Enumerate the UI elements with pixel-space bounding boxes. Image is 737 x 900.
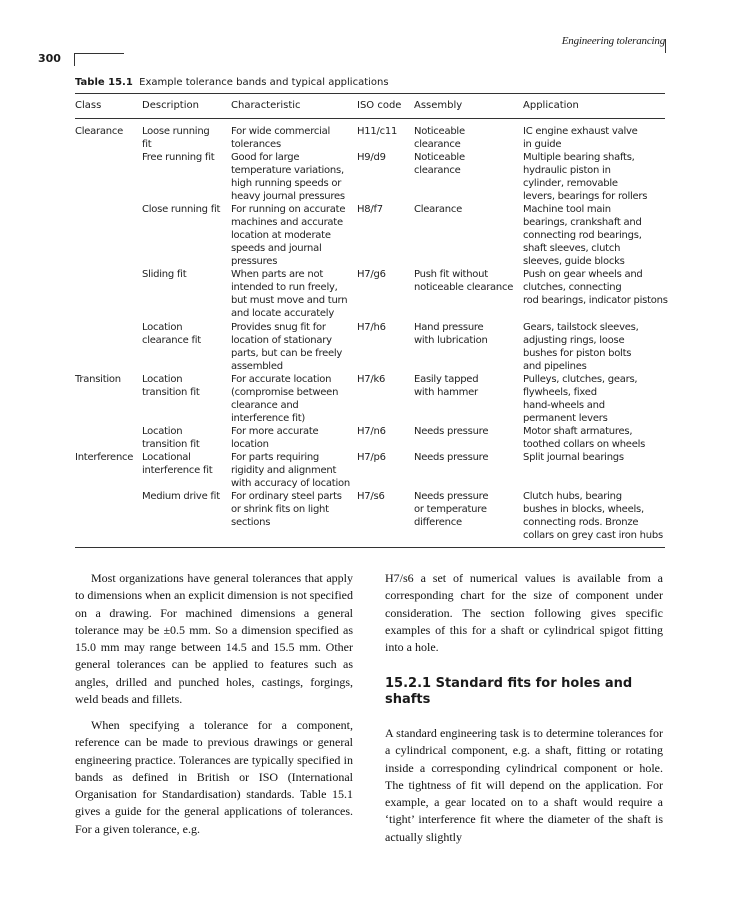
cell-description: Location transition fit: [142, 426, 200, 450]
cell-characteristic: For running on accurate machines and accurate location at moderate speeds and journal pressures: [231, 204, 346, 267]
cell-application: Multiple bearing shafts, hydraulic piston in cylinder, removable levers, bearings for rollers: [523, 152, 648, 202]
cell-description: Close running fit: [142, 204, 221, 215]
header-rule-left-horizontal: [74, 53, 124, 54]
table-caption: [75, 77, 389, 88]
table-bottom-rule: [75, 547, 665, 548]
cell-assembly: Noticeable clearance: [414, 152, 465, 176]
cell-assembly: Noticeable clearance: [414, 126, 465, 150]
column-header-iso-code: ISO code: [357, 100, 402, 111]
cell-description: Locational interference fit: [142, 452, 213, 476]
column-header-assembly: Assembly: [414, 100, 463, 111]
cell-assembly: Push fit without noticeable clearance: [414, 269, 514, 293]
body-paragraph: A standard engineering task is to determine tolerances for a cylindrical component, e.g. a shaft, fitting or rotating inside a corresponding cylindrical component or hole. The tightness of fit will depend on the application. For example, a gear located on to a shaft would require a ‘tight’ interference fit where the diameter of the shaft is actually slightly: [385, 726, 663, 844]
body-paragraph: Most organizations have general tolerances that apply to dimensions when an explicit dimension is not specified on a drawing. For machined dimensions a general tolerance may be ±0.5 mm. So a dimension specified as 15.0 mm may range between 14.5 and 15.5 mm. Other general tolerances can be applied to features such as angles, drilled and punched holes, castings, forgings, weld beads and fillets.: [75, 571, 353, 707]
cell-iso-code: H7/s6: [357, 491, 385, 502]
cell-iso-code: H7/k6: [357, 374, 386, 385]
cell-description: Location clearance fit: [142, 322, 201, 346]
table-caption-number: Table 15.1: [75, 77, 133, 88]
cell-characteristic: Provides snug fit for location of stationary parts, but can be freely assembled: [231, 322, 343, 372]
page-number: 300: [38, 52, 61, 65]
cell-description: Medium drive fit: [142, 491, 220, 502]
cell-description: Sliding fit: [142, 269, 187, 280]
cell-application: Machine tool main bearings, crankshaft and connecting rod bearings, shaft sleeves, clutch sleeves, guide blocks: [523, 204, 642, 267]
table-caption-text: Example tolerance bands and typical applications: [139, 77, 389, 88]
cell-application: Split journal bearings: [523, 452, 624, 463]
header-rule-right: [665, 39, 666, 53]
cell-characteristic: For ordinary steel parts or shrink fits on light sections: [231, 491, 342, 528]
cell-description: Location transition fit: [142, 374, 200, 398]
cell-iso-code: H7/h6: [357, 322, 386, 333]
column-header-class: Class: [75, 100, 102, 111]
cell-characteristic: For accurate location (compromise between clearance and interference fit): [231, 374, 339, 424]
cell-iso-code: H7/p6: [357, 452, 386, 463]
column-header-description: Description: [142, 100, 199, 111]
cell-iso-code: H9/d9: [357, 152, 386, 163]
cell-application: Push on gear wheels and clutches, connecting rod bearings, indicator pistons: [523, 269, 668, 306]
cell-assembly: Hand pressure with lubrication: [414, 322, 488, 346]
body-paragraph: H7/s6 a set of numerical values is available from a corresponding chart for the size of component under consideration. The section following gives specific examples of this for a shaft or cylindrical spigot fitting into a hole.: [385, 571, 663, 655]
cell-assembly: Needs pressure or temperature difference: [414, 491, 489, 528]
cell-iso-code: H7/g6: [357, 269, 386, 280]
cell-characteristic: For parts requiring rigidity and alignment with accuracy of location: [231, 452, 350, 489]
cell-assembly: Needs pressure: [414, 452, 489, 463]
cell-assembly: Needs pressure: [414, 426, 489, 437]
cell-description: Free running fit: [142, 152, 215, 163]
cell-application: IC engine exhaust valve in guide: [523, 126, 638, 150]
section-heading: 15.2.1 Standard fits for holes and shafts: [385, 676, 633, 707]
cell-application: Gears, tailstock sleeves, adjusting rings, loose bushes for piston bolts and pipelines: [523, 322, 639, 372]
cell-characteristic: For more accurate location: [231, 426, 319, 450]
cell-assembly: Clearance: [414, 204, 463, 215]
running-head: Engineering tolerancing: [561, 35, 665, 47]
cell-application: Pulleys, clutches, gears, flywheels, fixed hand-wheels and permanent levers: [523, 374, 638, 424]
cell-class: Transition: [75, 374, 121, 385]
cell-class: Clearance: [75, 126, 124, 137]
cell-characteristic: When parts are not intended to run freely, but must move and turn and locate accurately: [231, 269, 348, 319]
table-top-rule: [75, 93, 665, 94]
cell-assembly: Easily tapped with hammer: [414, 374, 479, 398]
table-header-rule: [75, 118, 665, 119]
column-header-application: Application: [523, 100, 579, 111]
cell-characteristic: For wide commercial tolerances: [231, 126, 331, 150]
cell-characteristic: Good for large temperature variations, high running speeds or heavy journal pressures: [231, 152, 345, 202]
cell-description: Loose running fit: [142, 126, 210, 150]
cell-application: Clutch hubs, bearing bushes in blocks, wheels, connecting rods. Bronze collars on grey cast iron hubs: [523, 491, 663, 541]
column-header-characteristic: Characteristic: [231, 100, 301, 111]
cell-class: Interference: [75, 452, 134, 463]
cell-iso-code: H8/f7: [357, 204, 383, 215]
cell-iso-code: H7/n6: [357, 426, 386, 437]
cell-application: Motor shaft armatures, toothed collars on wheels: [523, 426, 646, 450]
body-paragraph: When specifying a tolerance for a component, reference can be made to previous drawings or general engineering practice. Tolerances are typically specified in bands as defined in British or ISO (International Organisation for Standardisation) standards. Table 15.1 gives a guide for the general applications of tolerances. For a given tolerance, e.g.: [75, 718, 353, 836]
cell-iso-code: H11/c11: [357, 126, 398, 137]
header-rule-left-vertical: [74, 53, 75, 66]
